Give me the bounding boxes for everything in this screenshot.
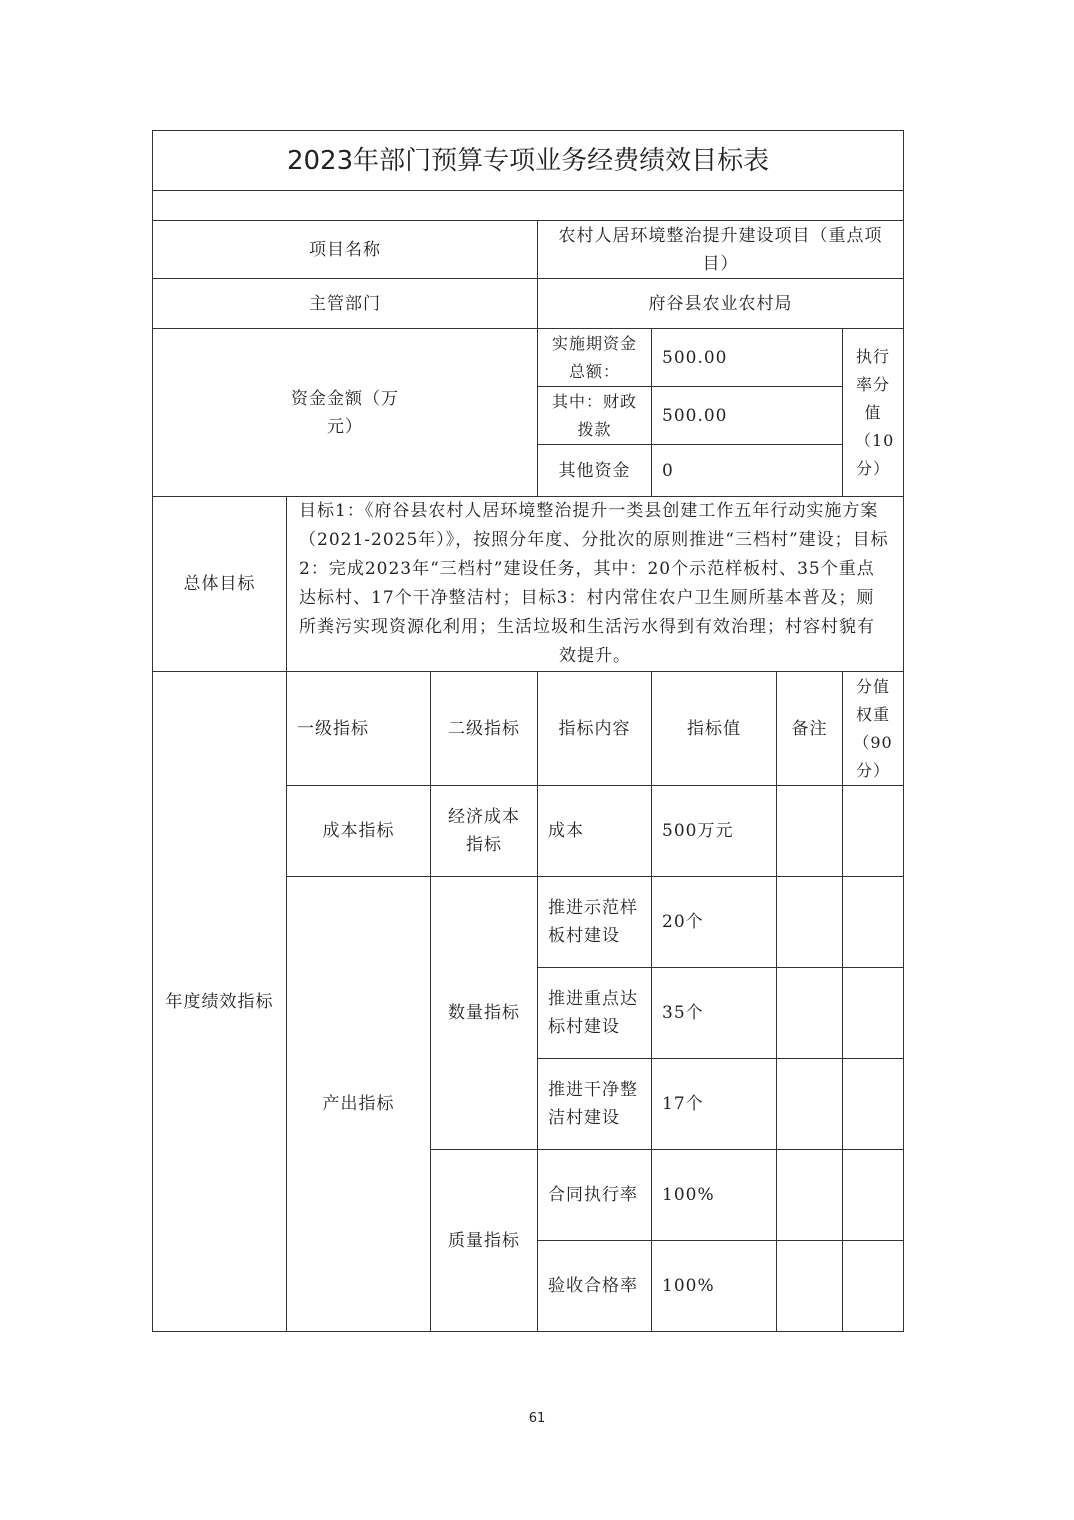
quantity-weight-3 bbox=[843, 1059, 904, 1150]
project-name-value: 农村人居环境整治提升建设项目（重点项目） bbox=[538, 221, 904, 279]
quality-content-1: 合同执行率 bbox=[538, 1150, 652, 1241]
quality-weight-1 bbox=[843, 1150, 904, 1241]
output-level1: 产出指标 bbox=[287, 877, 431, 1332]
overall-goal-text: 目标1：《府谷县农村人居环境整治提升一类县创建工作五年行动实施方案（2021-2025年）》，按照分年度、分批次的原则推进“三档村”建设；目标2：完成2023年“三档村”建设任务，其中：20个示范样板村、35个重点达标村、17个干净整洁村；目标3：村内常住农户卫生厕所基本普及；厕所粪污实现资源化利用；生活垃圾和生活污水得到有效治理；村容村貌有效提升。 bbox=[287, 497, 904, 672]
department-value: 府谷县农业农村局 bbox=[538, 279, 904, 329]
annual-indicators-label: 年度绩效指标 bbox=[153, 672, 287, 1332]
quality-value-2: 100% bbox=[652, 1241, 777, 1332]
cost-value: 500万元 bbox=[652, 786, 777, 877]
header-value: 指标值 bbox=[652, 672, 777, 786]
quality-remark-1 bbox=[777, 1150, 843, 1241]
quality-remark-2 bbox=[777, 1241, 843, 1332]
cost-remark bbox=[777, 786, 843, 877]
quality-level2: 质量指标 bbox=[431, 1150, 538, 1332]
funds-label bbox=[153, 329, 538, 497]
header-content: 指标内容 bbox=[538, 672, 652, 786]
exec-rate-label: 执行率分值（10分） bbox=[843, 329, 904, 497]
quantity-weight-2 bbox=[843, 968, 904, 1059]
quantity-value-1: 20个 bbox=[652, 877, 777, 968]
quantity-remark-2 bbox=[777, 968, 843, 1059]
quantity-remark-1 bbox=[777, 877, 843, 968]
quality-content-2: 验收合格率 bbox=[538, 1241, 652, 1332]
header-weight: 分值权重（90分） bbox=[843, 672, 904, 786]
funds-other-label: 其他资金 bbox=[538, 445, 652, 497]
cost-level2: 经济成本指标 bbox=[431, 786, 538, 877]
department-label: 主管部门 bbox=[153, 279, 538, 329]
quantity-remark-3 bbox=[777, 1059, 843, 1150]
performance-target-table bbox=[152, 130, 904, 1332]
funds-fiscal-label: 其中：财政拨款 bbox=[538, 387, 652, 445]
header-level1: 一级指标 bbox=[287, 672, 431, 786]
quantity-content-2: 推进重点达标村建设 bbox=[538, 968, 652, 1059]
quantity-value-3: 17个 bbox=[652, 1059, 777, 1150]
quantity-content-1: 推进示范样板村建设 bbox=[538, 877, 652, 968]
overall-goal-label: 总体目标 bbox=[153, 497, 287, 672]
project-name-label: 项目名称 bbox=[153, 221, 538, 279]
blank-row bbox=[153, 191, 904, 221]
quality-value-1: 100% bbox=[652, 1150, 777, 1241]
cost-level1: 成本指标 bbox=[287, 786, 431, 877]
quantity-level2: 数量指标 bbox=[431, 877, 538, 1150]
funds-label-text: 资金金额（万元） bbox=[291, 388, 399, 437]
funds-fiscal-value: 500.00 bbox=[652, 387, 843, 445]
header-remark: 备注 bbox=[777, 672, 843, 786]
funds-other-value: 0 bbox=[652, 445, 843, 497]
cost-weight bbox=[843, 786, 904, 877]
header-level2: 二级指标 bbox=[431, 672, 538, 786]
quantity-content-3: 推进干净整洁村建设 bbox=[538, 1059, 652, 1150]
quality-weight-2 bbox=[843, 1241, 904, 1332]
page-number: 61 bbox=[528, 1411, 546, 1426]
funds-total-label: 实施期资金总额： bbox=[538, 329, 652, 387]
table-title: 2023年部门预算专项业务经费绩效目标表 bbox=[153, 131, 904, 191]
cost-content: 成本 bbox=[538, 786, 652, 877]
funds-total-value: 500.00 bbox=[652, 329, 843, 387]
quantity-weight-1 bbox=[843, 877, 904, 968]
quantity-value-2: 35个 bbox=[652, 968, 777, 1059]
